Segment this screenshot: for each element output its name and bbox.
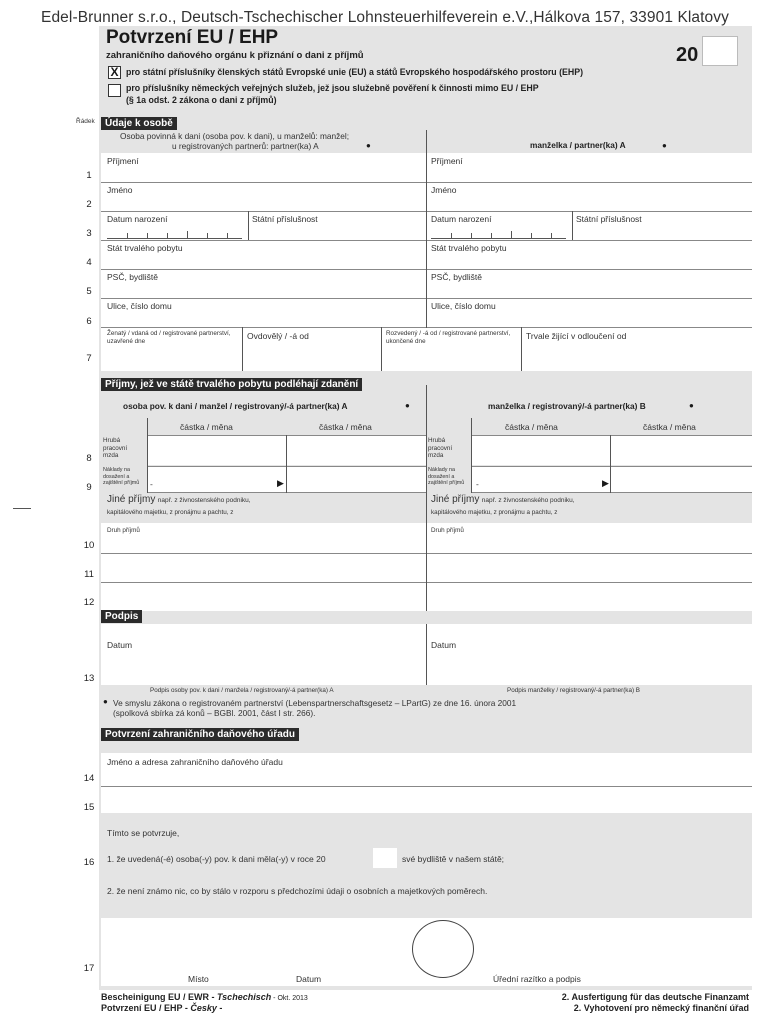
info-icon: ● [689,401,694,410]
minus-sign: - [150,479,153,489]
date-line [431,238,566,239]
zip-label: PSČ, bydliště [107,272,159,282]
place-label: Místo [188,974,209,984]
birthdate-label-right: Datum narození [431,214,492,224]
date-tick [491,233,492,238]
signature-date-label: Datum [107,640,133,650]
row-number: 15 [83,802,95,813]
firstname-label: Jméno [107,185,133,195]
section-person-title: Údaje k osobě [101,117,177,130]
income-right-head: manželka / registrovaný/-á partner(ka) B [488,401,646,411]
info-icon: ● [405,401,410,410]
amount-currency-header: částka / měna [319,422,372,432]
year-input[interactable] [702,36,738,66]
arrow-right-icon: ▶ [602,478,609,488]
stamp-circle [412,920,474,978]
margin-mark [13,508,31,509]
row-number: 2 [86,199,92,210]
person-right-head: manželka / partner(ka) A [530,140,626,150]
info-icon: ● [103,697,108,706]
surname-label: Příjmení [107,156,139,166]
confirm-year-input[interactable] [373,848,397,868]
confirm-statement-1: 1. že uvedená(-é) osoba(-y) pov. k dani měla(-y) v roce 20 [107,854,326,864]
row-number: 9 [86,482,92,493]
row-column-label: Řádek [76,118,95,125]
signature-right-caption: Podpis manželky / registrovaný/-á partner(ka) B [507,687,640,694]
residence-label-right: Stát trvalého pobytu [431,243,507,253]
other-income-note: kapitálového majetku, z pronájmu a pachtu, z [107,509,234,516]
date-tick [147,233,148,238]
row-number: 10 [83,540,95,551]
public-service-option-note: (§ 1a odst. 2 zákona o dani z příjmů) [126,95,277,105]
divorced-since-label: Rozvedený / -á od / registrované partnerství, ukončené dne [386,330,511,345]
date-tick [471,233,472,238]
column-divider [572,211,573,240]
birthdate-label: Datum narození [107,214,168,224]
public-service-option-label: pro příslušníky německých veřejných služeb, jež jsou služebně pověření k činnosti mimo EU / EHP [126,83,539,93]
date-label: Datum [296,974,322,984]
date-tick [451,233,452,238]
row-number: 5 [86,286,92,297]
date-tick [551,233,552,238]
signature-date-label-right: Datum [431,640,457,650]
confirm-statement-1-end: své bydliště v našem státě; [402,854,505,864]
eu-ehp-checkbox[interactable]: X [108,66,121,79]
section-signature-title: Podpis [101,610,142,623]
form-title: Potvrzení EU / EHP [106,27,279,48]
surname-label-right: Příjmení [431,156,463,166]
section-income-title: Příjmy, jež ve státě trvalého pobytu podléhají zdanění [101,378,362,391]
row-number: 6 [86,316,92,327]
costs-field-b[interactable] [471,466,752,493]
column-divider [471,418,472,493]
other-income-label: Jiné příjmy např. z živnostenského podniku, [107,494,251,505]
costs-label-right: Náklady na dosažení a zajištění příjmů [428,467,465,486]
footer-right-line2: 2. Vyhotovení pro německý finanční úřad [573,1003,749,1013]
eu-ehp-option-label: pro státní příslušníky členských států Evropské unie (EU) a států Evropského hospodářského prostoru (EHP) [126,67,584,77]
row-number: 4 [86,257,92,268]
gross-wage-label: Hrubá pracovní mzda [103,437,128,459]
person-left-head: Osoba povinná k dani (osoba pov. k dani), u manželů: manžel; [120,131,350,141]
row-number: 7 [86,353,92,364]
confirm-statement-2: 2. že není známo nic, co by stálo v rozporu s předchozími údaji o osobních a majetkových poměrech. [107,886,488,896]
row-number: 14 [83,773,95,784]
column-divider [242,327,243,371]
authority-name-label: Jméno a adresa zahraničního daňového úřadu [107,757,283,767]
income-left-head: osoba pov. k dani / manžel / registrovaný/-á partner(ka) A [123,401,348,411]
column-divider [426,130,427,328]
column-divider [248,211,249,240]
column-divider [426,523,427,611]
signature-left-caption: Podpis osoby pov. k dani / manžela / registrovaný/-á partner(ka) A [150,687,334,694]
widowed-since-label: Ovdovělý / -á od [247,331,309,341]
row-number: 11 [84,569,94,580]
person-left-head-2: u registrovaných partnerů: partner(ka) A [172,141,319,151]
date-tick [167,233,168,238]
income-type-label: Druh příjmů [107,527,140,534]
street-label-right: Ulice, číslo domu [431,301,496,311]
other-income-note-right: kapitálového majetku, z pronájmu a pachtu, z [431,509,558,516]
row-number: 3 [86,228,92,239]
date-tick [227,233,228,238]
column-divider [426,624,427,685]
income-type-label-right: Druh příjmů [431,527,464,534]
form-subtitle: zahraničního daňového orgánu k přiznání o dani z příjmů [106,50,364,61]
column-divider [381,327,382,371]
column-divider [521,327,522,371]
partnership-note-2: (spolková sbírka zá konů – BGBl. 2001, část I str. 266). [113,708,316,718]
gross-wage-label-right: Hrubá pracovní mzda [428,437,453,459]
date-line [107,238,242,239]
row-number: 13 [83,673,95,684]
confirm-intro: Tímto se potvrzuje, [107,828,180,838]
stamp-label: Úřední razítko a podpis [493,974,581,984]
date-tick [511,231,512,238]
row-number: 12 [83,597,95,608]
married-since-label: Ženatý / vdaná od / registrované partnerství, uzavřené dne [107,330,231,345]
header-line: Edel-Brunner s.r.o., Deutsch-Tschechischer Lohnsteuerhilfeverein e.V.,Hálkova 157, 33901 Klatovy [41,9,729,26]
divider [101,786,752,787]
date-tick [127,233,128,238]
row-number: 17 [83,963,95,974]
footer-left-line2: Potvrzení EU / EHP - Česky - [101,1003,223,1013]
section-authority-title: Potvrzení zahraničního daňového úřadu [101,728,299,741]
street-label: Ulice, číslo domu [107,301,172,311]
row-number: 1 [86,170,92,181]
nationality-label-right: Státní příslušnost [576,214,642,224]
zip-label-right: PSČ, bydliště [431,272,483,282]
arrow-right-icon: ▶ [277,478,284,488]
footer-right-line1: 2. Ausfertigung für das deutsche Finanzamt [561,992,749,1002]
amount-currency-header: částka / měna [643,422,696,432]
date-tick [207,233,208,238]
column-divider [610,435,611,493]
firstname-label-right: Jméno [431,185,457,195]
year-label: 20 [676,44,699,66]
partnership-note: Ve smyslu zákona o registrovaném partnerství (Lebenspartnerschaftsgesetz – LPartG) ze dne 16. února 2001 [113,698,517,708]
costs-label: Náklady na dosažení a zajištění příjmů [103,467,140,486]
amount-currency-header: částka / měna [180,422,233,432]
footer-left-line1: Bescheinigung EU / EWR - Tschechisch - Okt. 2013 [101,992,308,1002]
gross-wage-field-b[interactable] [471,435,752,465]
row-number: 8 [86,453,92,464]
residence-label: Stát trvalého pobytu [107,243,183,253]
column-divider [286,435,287,493]
date-tick [187,231,188,238]
info-icon: ● [366,141,371,150]
row-number: 16 [83,857,95,868]
other-income-label-right: Jiné příjmy např. z živnostenského podniku, [431,494,575,505]
amount-currency-header: částka / měna [505,422,558,432]
date-tick [531,233,532,238]
public-service-checkbox[interactable] [108,84,121,97]
nationality-label: Státní příslušnost [252,214,318,224]
column-divider [147,418,148,493]
info-icon: ● [662,141,667,150]
minus-sign: - [476,479,479,489]
separated-since-label: Trvale žijící v odloučení od [526,331,627,341]
